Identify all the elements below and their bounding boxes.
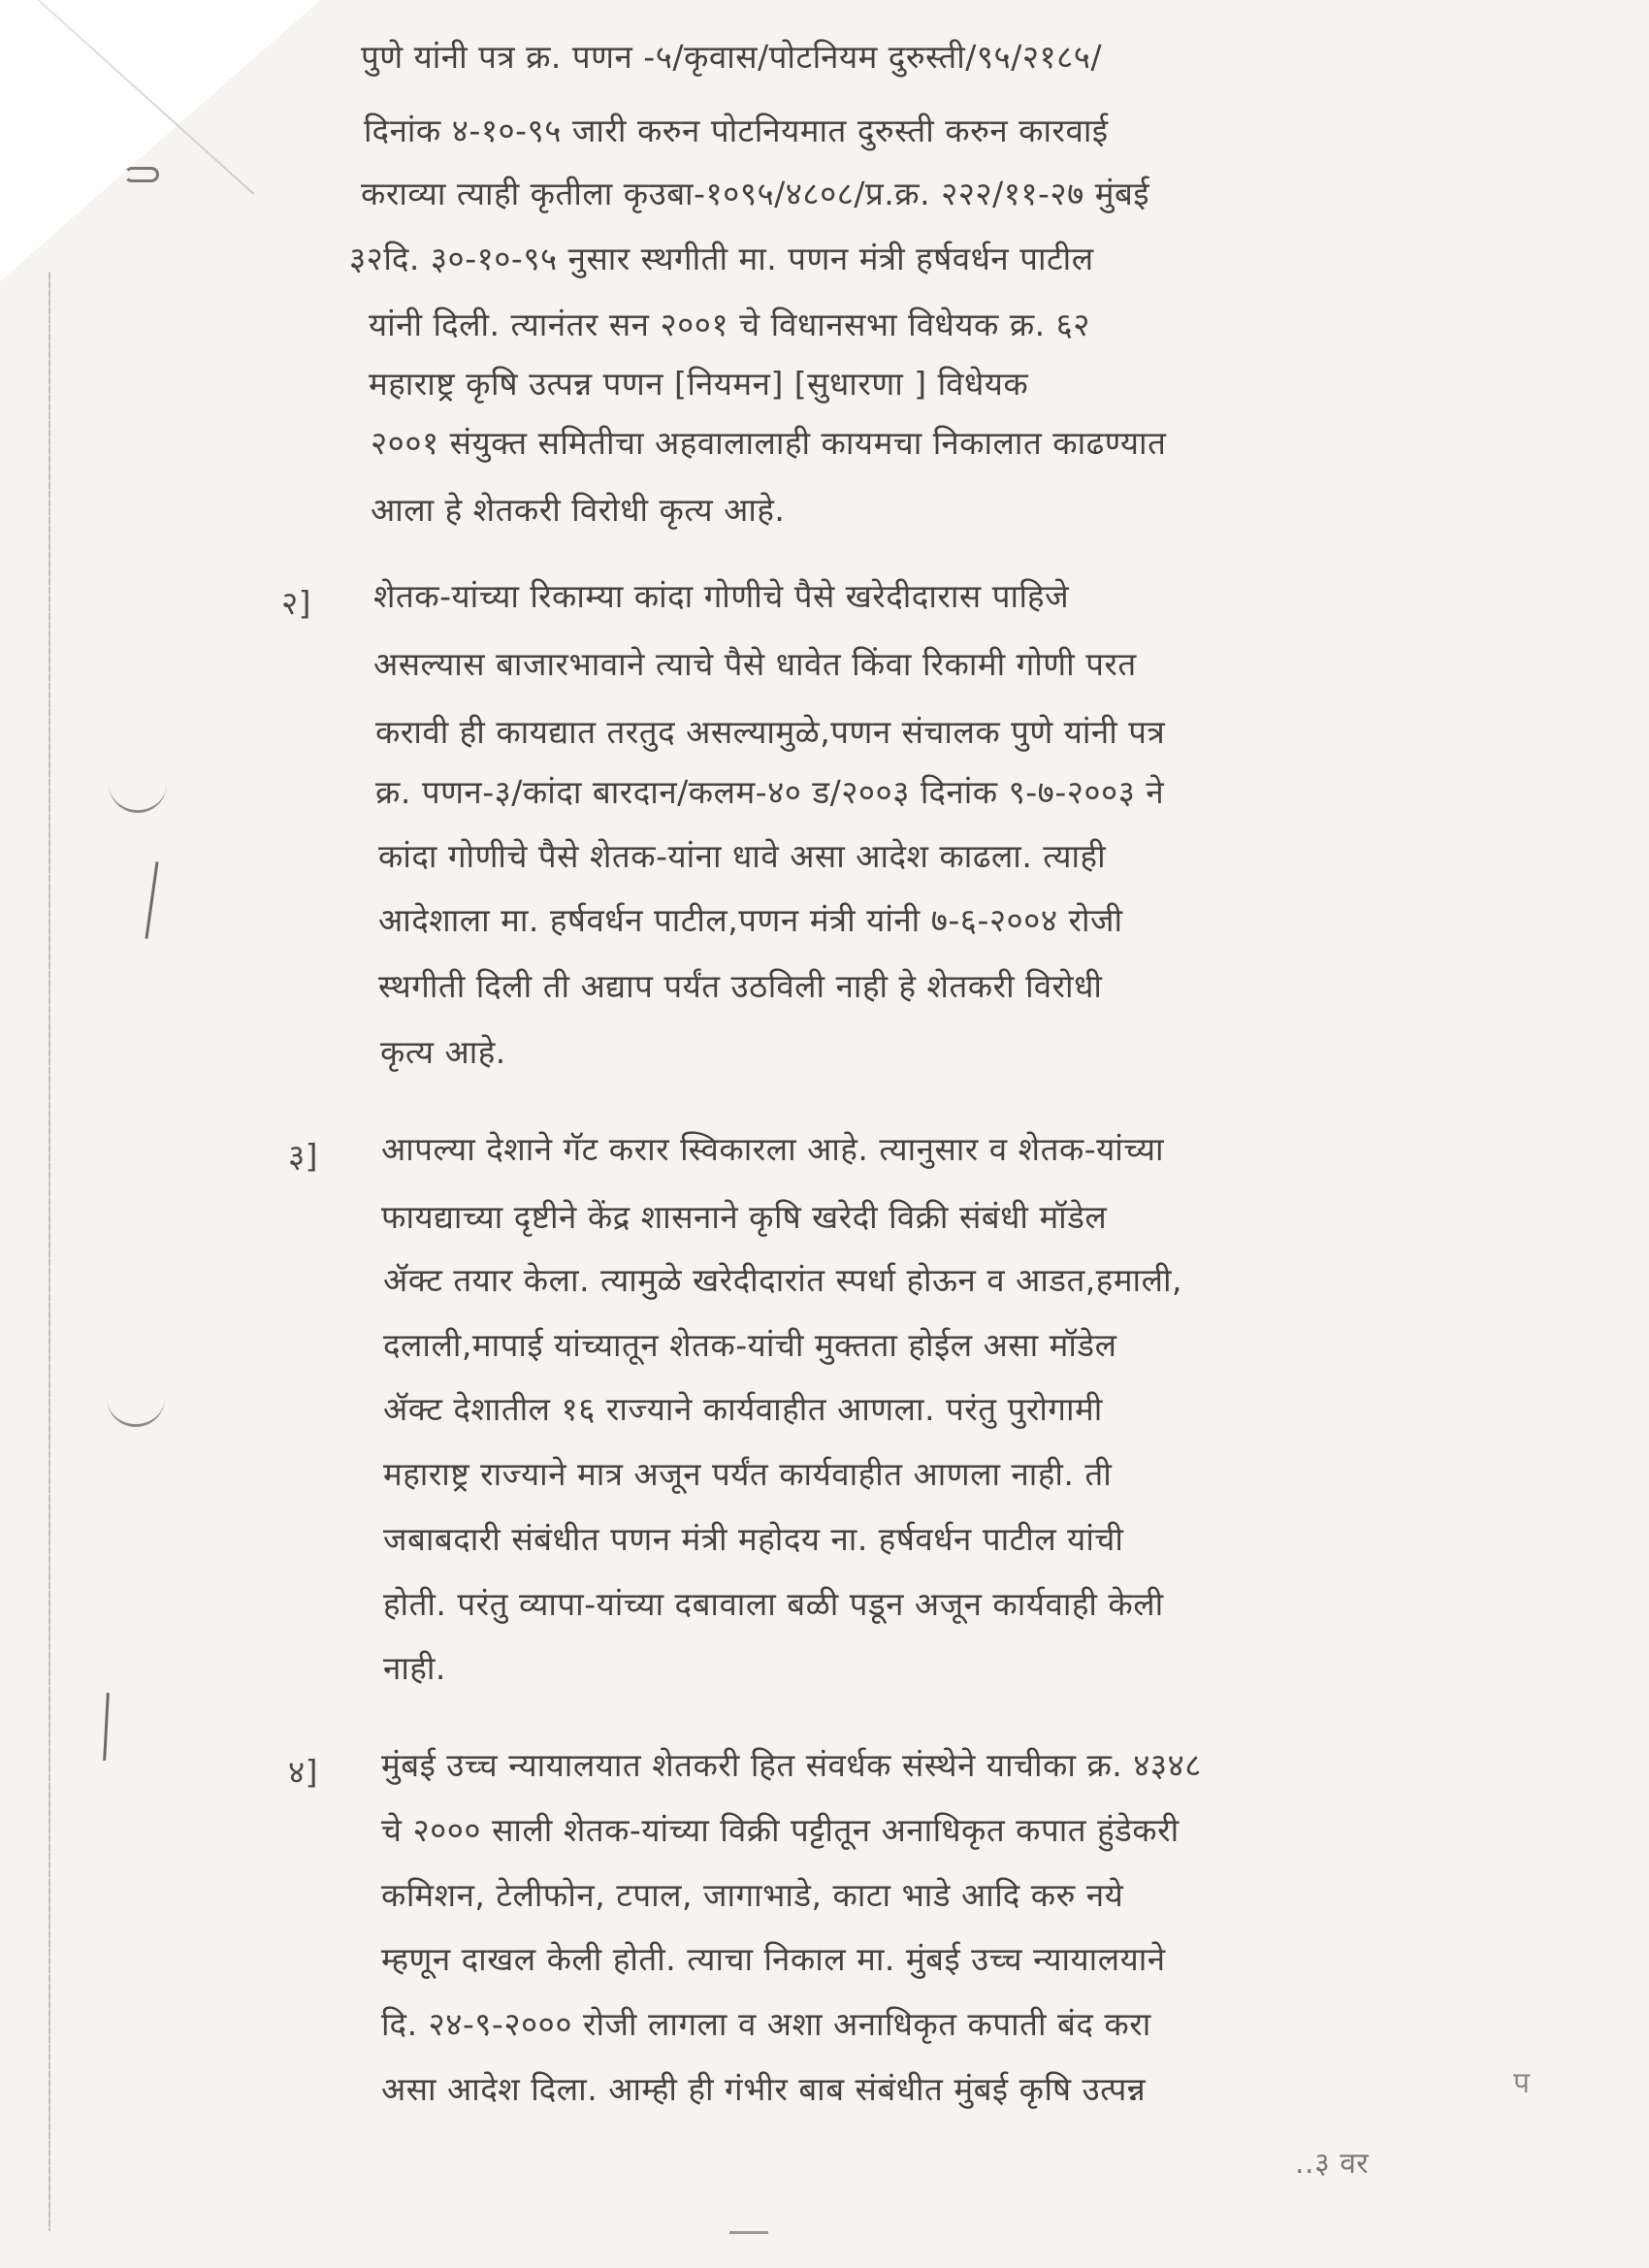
paragraph-1-line: आला हे शेतकरी विरोधी कृत्य आहे. — [371, 491, 786, 529]
punch-hole-mark — [107, 1385, 165, 1427]
paragraph-2-line: स्थगीती दिली ती अद्याप पर्यंत उठविली नाही हे शेतकरी विरोधी — [378, 967, 1103, 1005]
paragraph-4-line: चे २००० साली शेतक-यांच्या विक्री पट्टीतून अनाधिकृत कपात हुंडेकरी — [381, 1811, 1180, 1849]
perforation-margin — [48, 272, 50, 2231]
paragraph-2-line: कांदा गोणीचे पैसे शेतक-यांना धावे असा आदेश काढला. त्याही — [378, 837, 1107, 875]
paragraph-4-line: मुंबई उच्च न्यायालयात शेतकरी हित संवर्धक संस्थेने याचीका क्र. ४३४८ — [381, 1746, 1202, 1784]
paragraph-3-line: फायद्याच्या दृष्टीने केंद्र शासनाने कृषि खरेदी विक्री संबंधी मॉडेल — [381, 1198, 1108, 1236]
paragraph-3-line: महाराष्ट्र राज्याने मात्र अजून पर्यंत कार्यवाहीत आणला नाही. ती — [383, 1455, 1113, 1493]
paragraph-1-line: २००१ संयुक्त समितीचा अहवालालाही कायमचा निकालात काढण्यात — [371, 424, 1167, 462]
paragraph-2-line: शेतक-यांच्या रिकाम्या कांदा गोणीचे पैसे खरेदीदारास पाहिजे — [373, 577, 1070, 615]
paragraph-3-line: ॲक्ट देशातील १६ राज्याने कार्यवाहीत आणला. परंतु पुरोगामी — [383, 1390, 1103, 1428]
paragraph-4-line: म्हणून दाखल केली होती. त्याचा निकाल मा. मुंबई उच्च न्यायालयाने — [381, 1940, 1166, 1978]
paragraph-3-line: ॲक्ट तयार केला. त्यामुळे खरेदीदारांत स्पर्धा होऊन व आडत,हमाली, — [383, 1261, 1183, 1299]
pen-stroke — [145, 861, 158, 939]
paragraph-1-line: ३२दि. ३०-१०-९५ नुसार स्थगीती मा. पणन मंत्री हर्षवर्धन पाटील — [349, 240, 1094, 277]
paragraph-3-line: होती. परंतु व्यापा-यांच्या दबावाला बळी पडून अजून कार्यवाही केली — [383, 1585, 1164, 1623]
paragraph-1-line: दिनांक ४-१०-९५ जारी करुन पोटनियमात दुरुस्ती करुन कारवाई — [364, 112, 1109, 149]
paragraph-3-number: ३] — [288, 1137, 319, 1175]
paragraph-4-line: दि. २४-९-२००० रोजी लागला व अशा अनाधिकृत कपाती बंद करा — [381, 2005, 1151, 2043]
paragraph-1-line: महाराष्ट्र कृषि उत्पन्न पणन [नियमन] [सुधारणा ] विधेयक — [369, 365, 1029, 403]
folded-corner — [0, 0, 320, 281]
paragraph-4-line: कमिशन, टेलीफोन, टपाल, जागाभाडे, काटा भाडे आदि करु नये — [381, 1876, 1124, 1914]
punch-hole-mark — [109, 771, 167, 813]
staple-mark — [124, 167, 159, 182]
continuation-note: ..३ वर — [1295, 2147, 1370, 2181]
paragraph-1-line: यांनी दिली. त्यानंतर सन २००१ चे विधानसभा विधेयक क्र. ६२ — [369, 306, 1090, 343]
paragraph-3-line: आपल्या देशाने गॅट करार स्विकारला आहे. त्यानुसार व शेतक-यांच्या — [381, 1130, 1165, 1168]
pen-stroke — [103, 1693, 110, 1761]
paragraph-3-line: जबाबदारी संबंधीत पणन मंत्री महोदय ना. हर्षवर्धन पाटील यांची — [383, 1520, 1124, 1558]
margin-character: प — [1513, 2066, 1531, 2100]
paragraph-4-line: असा आदेश दिला. आम्ही ही गंभीर बाब संबंधीत मुंबई कृषि उत्पन्न — [381, 2070, 1147, 2108]
paragraph-3-line: नाही. — [383, 1649, 446, 1687]
paragraph-2-line: क्र. पणन-३/कांदा बारदान/कलम-४० ड/२००३ दिनांक ९-७-२००३ ने — [375, 773, 1165, 811]
paragraph-2-line: करावी ही कायद्यात तरतुद असल्यामुळे,पणन संचालक पुणे यांनी पत्र — [375, 713, 1166, 751]
paragraph-1-line: कराव्या त्याही कृतीला कृउबा-१०९५/४८०८/प्र.क्र. २२२/११-२७ मुंबई — [361, 175, 1150, 212]
paragraph-4-number: ४] — [288, 1753, 319, 1791]
paragraph-1-line: पुणे यांनी पत्र क्र. पणन -५/कृवास/पोटनियम दुरुस्ती/९५/२१८५/ — [361, 38, 1103, 76]
paragraph-2-line: आदेशाला मा. हर्षवर्धन पाटील,पणन मंत्री यांनी ७-६-२००४ रोजी — [378, 901, 1123, 939]
smudge — [729, 2231, 768, 2234]
paragraph-3-line: दलाली,मापाई यांच्यातून शेतक-यांची मुक्तता होईल असा मॉडेल — [383, 1326, 1117, 1364]
paragraph-2-line: कृत्य आहे. — [380, 1033, 506, 1071]
paragraph-2-number: २] — [281, 584, 312, 622]
paragraph-2-line: असल्यास बाजारभावाने त्याचे पैसे धावेत किंवा रिकामी गोणी परत — [373, 645, 1137, 683]
